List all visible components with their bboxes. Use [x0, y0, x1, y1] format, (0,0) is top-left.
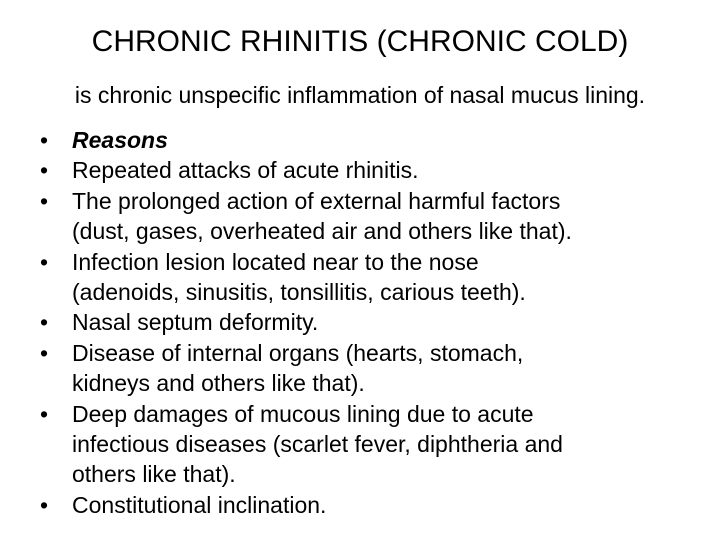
bullet-icon: •: [40, 127, 49, 153]
bullet-icon: •: [40, 248, 49, 275]
list-item-text: Constitutional inclination.: [72, 491, 327, 518]
list-item: [40, 155, 705, 185]
list-item: [40, 490, 705, 520]
slide-definition: is chronic unspecific inflammation of nasal mucus lining.: [74, 82, 646, 108]
list-item-text: kidneys and others like that).: [72, 370, 365, 397]
list-item-text: Deep damages of mucous lining due to acute: [72, 400, 534, 427]
list-item: [40, 186, 705, 247]
bullet-icon: •: [40, 157, 49, 184]
bullet-icon: •: [40, 309, 49, 336]
list-item: [40, 399, 705, 490]
list-item-text: Disease of internal organs (hearts, stomach,: [72, 339, 524, 366]
list-item-text: Infection lesion located near to the nose: [72, 248, 479, 275]
list-item: [40, 307, 705, 337]
list-item-text: (dust, gases, overheated air and others like that).: [72, 218, 572, 245]
list-item-text: infectious diseases (scarlet fever, diphtheria and: [72, 431, 563, 458]
reasons-list: [40, 125, 705, 520]
bullet-icon: •: [40, 400, 49, 427]
list-item-text: Nasal septum deformity.: [72, 309, 319, 336]
slide-title: CHRONIC RHINITIS (CHRONIC COLD): [91, 25, 629, 58]
list-item-text: Repeated attacks of acute rhinitis.: [72, 157, 419, 184]
list-item-reasons-heading: [40, 125, 705, 155]
bullet-icon: •: [40, 187, 49, 214]
list-item-text: (adenoids, sinusitis, tonsillitis, carious teeth).: [72, 279, 526, 306]
bullet-icon: •: [40, 491, 49, 518]
list-item-text: The prolonged action of external harmful factors: [72, 187, 561, 214]
list-item-text: others like that).: [72, 461, 236, 488]
bullet-icon: •: [40, 339, 49, 366]
list-item: [40, 338, 705, 399]
list-item: [40, 247, 705, 308]
list-item-text: Reasons: [72, 127, 168, 153]
